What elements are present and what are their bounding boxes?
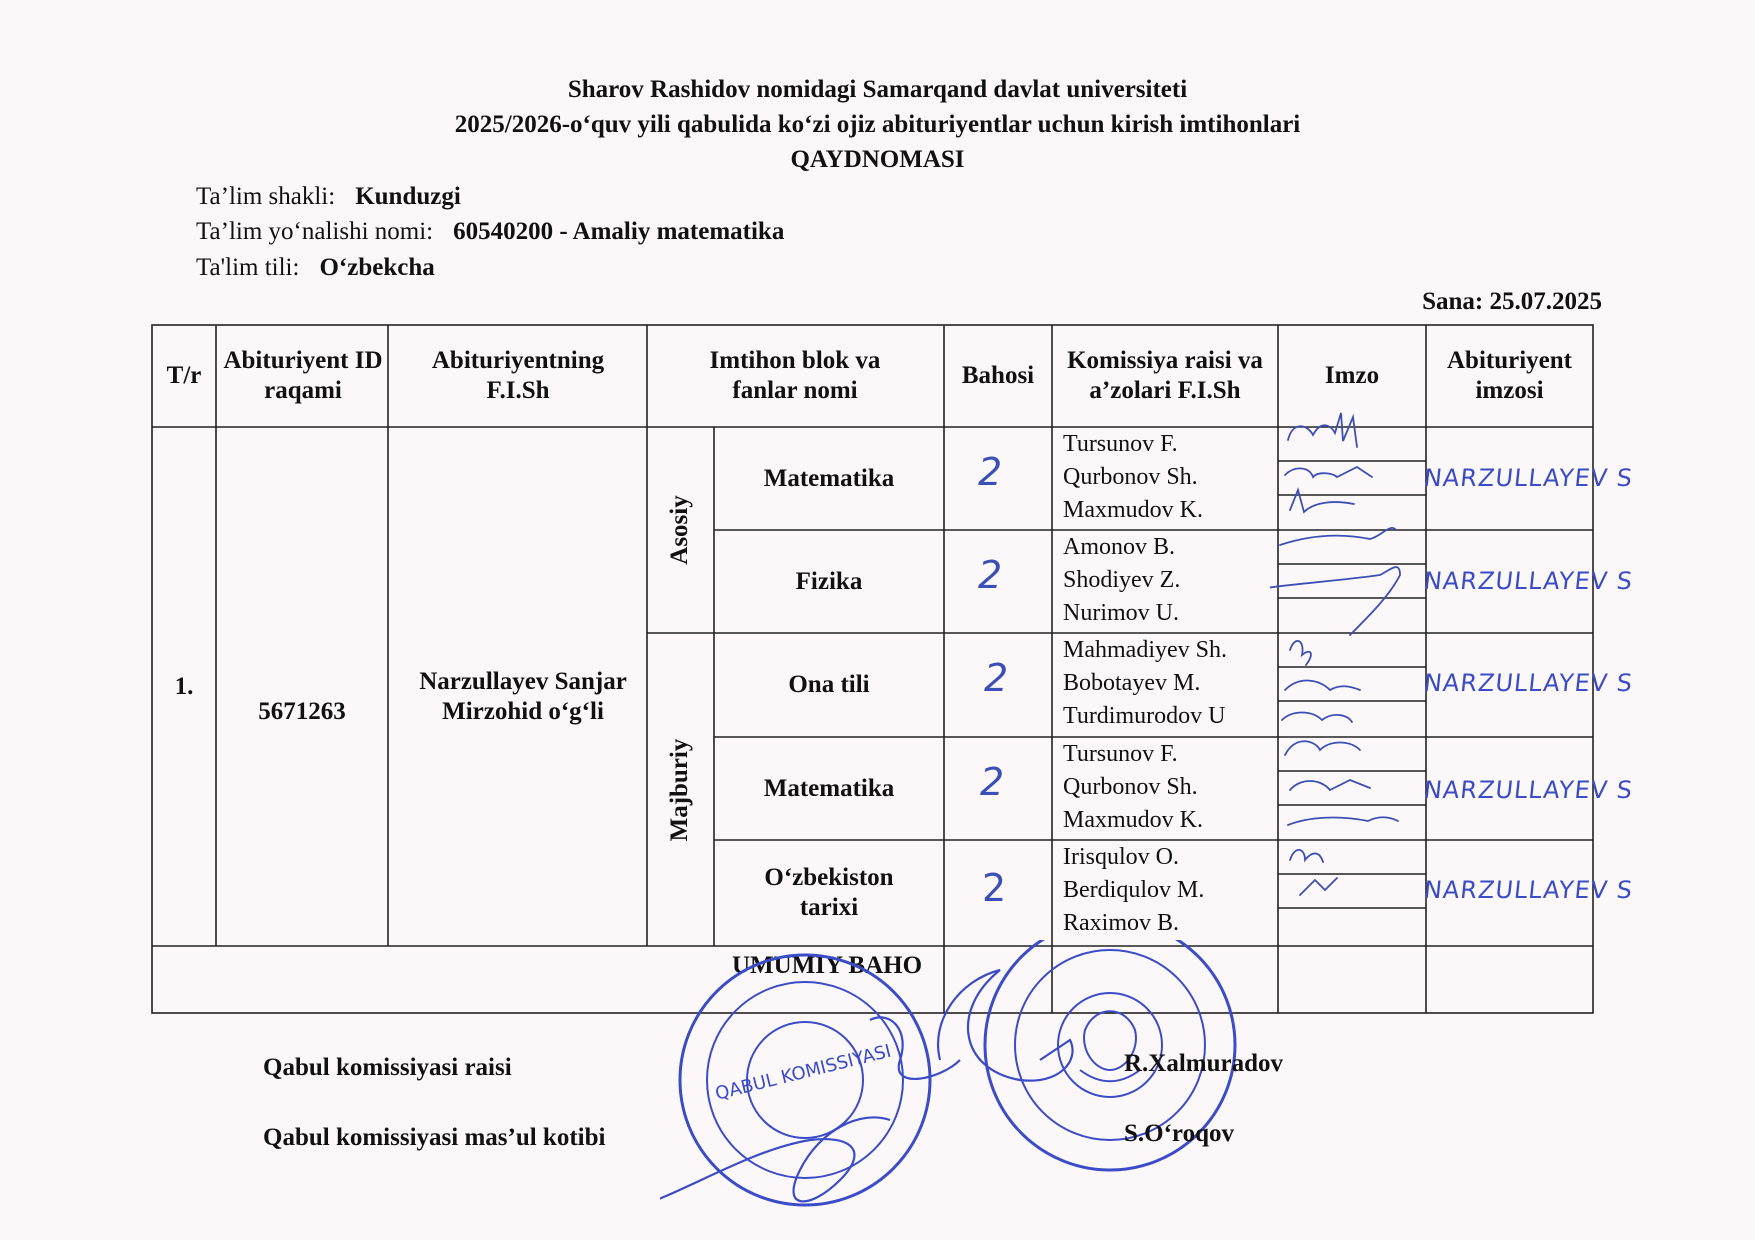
grade-value: 2 bbox=[978, 450, 1003, 494]
commission-member: Maxmudov K. bbox=[1063, 807, 1203, 833]
header-subjects: Imtihon blok va fanlar nomi bbox=[709, 347, 881, 404]
signature-mark bbox=[1280, 528, 1395, 545]
subject-name: O‘zbekiston tarixi bbox=[764, 864, 894, 921]
grade-value: 2 bbox=[978, 553, 1003, 597]
grade-value: 2 bbox=[982, 866, 1007, 910]
header-applicant-signature: Abituriyent imzosi bbox=[1447, 347, 1572, 404]
commission-member: Raximov B. bbox=[1063, 910, 1180, 936]
block-main: Asosiy bbox=[666, 495, 693, 565]
commission-member: Tursunov F. bbox=[1063, 741, 1178, 767]
applicant-id: 5671263 bbox=[258, 697, 346, 725]
commission-member: Qurbonov Sh. bbox=[1063, 464, 1198, 490]
signature-mark bbox=[1290, 490, 1354, 512]
applicant-stamp: NARZULLAYEV S bbox=[1422, 876, 1635, 904]
secretary-label: Qabul komissiyasi mas’ul kotibi bbox=[263, 1124, 606, 1151]
date-label: Sana: bbox=[1422, 288, 1484, 315]
total-grade-label: UMUMIY BAHO bbox=[731, 952, 923, 979]
applicant-stamp: NARZULLAYEV S bbox=[1422, 567, 1635, 595]
signature-mark bbox=[1300, 878, 1337, 895]
language-value: O‘zbekcha bbox=[319, 254, 435, 281]
applicant-name: Narzullayev Sanjar Mirzohid o‘g‘li bbox=[419, 667, 627, 725]
commission-member: Qurbonov Sh. bbox=[1063, 774, 1198, 800]
subject-name: Matematika bbox=[763, 464, 895, 492]
grade-value: 2 bbox=[984, 656, 1009, 700]
signature-mark bbox=[1288, 817, 1398, 825]
commission-member: Bobotayev M. bbox=[1063, 670, 1201, 696]
direction-value: 60540200 - Amaliy matematika bbox=[453, 218, 785, 245]
form-value: Kunduzgi bbox=[355, 183, 461, 210]
document-title: QAYDNOMASI bbox=[790, 146, 965, 173]
signature-mark bbox=[1290, 780, 1370, 790]
signature-mark bbox=[1288, 413, 1357, 447]
commission-member: Shodiyev Z. bbox=[1063, 567, 1181, 593]
header-number: T/r bbox=[166, 362, 202, 389]
commission-list bbox=[1063, 634, 1227, 733]
commission-member: Tursunov F. bbox=[1063, 431, 1178, 457]
header-grade: Bahosi bbox=[961, 362, 1035, 389]
commission-list bbox=[1063, 531, 1180, 630]
row-number: 1. bbox=[174, 672, 194, 700]
commission-member: Mahmadiyev Sh. bbox=[1063, 637, 1227, 663]
commission-list bbox=[1063, 841, 1204, 940]
signature-mark bbox=[1285, 467, 1372, 477]
applicant-stamp: NARZULLAYEV S bbox=[1422, 776, 1635, 804]
signature-mark bbox=[1290, 641, 1311, 665]
language-label: Ta'lim tili: bbox=[196, 254, 300, 281]
subject-name: Ona tili bbox=[788, 671, 870, 698]
official-stamps bbox=[660, 940, 1360, 1240]
form-label: Ta’lim shakli: bbox=[196, 183, 336, 210]
signature-mark bbox=[1285, 741, 1360, 755]
subject-name: Fizika bbox=[795, 567, 863, 595]
applicant-stamp: NARZULLAYEV S bbox=[1422, 669, 1635, 697]
commission-signatures bbox=[1270, 410, 1430, 950]
grade-value: 2 bbox=[980, 760, 1005, 804]
document-subtitle: 2025/2026-o‘quv yili qabulida ko‘zi ojiz abituriyentlar uchun kirish imtihonlari bbox=[454, 111, 1301, 138]
university-name: Sharov Rashidov nomidagi Samarqand davlat universiteti bbox=[567, 76, 1188, 103]
commission-member: Irisqulov O. bbox=[1063, 844, 1179, 870]
date-value: 25.07.2025 bbox=[1489, 288, 1602, 315]
signature-mark bbox=[1290, 850, 1323, 862]
commission-list bbox=[1063, 428, 1203, 527]
signature-mark bbox=[1270, 567, 1400, 635]
chair-name: R.Xalmuradov bbox=[1124, 1050, 1284, 1077]
header-signature: Imzo bbox=[1324, 362, 1380, 389]
commission-member: Nurimov U. bbox=[1063, 600, 1179, 626]
commission-member: Berdiqulov M. bbox=[1063, 877, 1205, 903]
signature-mark bbox=[1285, 681, 1360, 690]
signature-mark bbox=[1282, 713, 1352, 723]
header-applicant-id: Abituriyent ID raqami bbox=[223, 347, 383, 404]
applicant-stamp: NARZULLAYEV S bbox=[1422, 464, 1635, 492]
commission-list bbox=[1063, 738, 1203, 837]
header-commission: Komissiya raisi va a’zolari F.I.Sh bbox=[1067, 347, 1263, 404]
header-applicant-name: Abituriyentning F.I.Sh bbox=[431, 347, 605, 404]
secretary-name: S.O‘roqov bbox=[1124, 1120, 1234, 1147]
subject-name: Matematika bbox=[763, 774, 895, 802]
stamp-center-text: QABUL KOMISSIYASI bbox=[713, 1040, 894, 1105]
commission-member: Maxmudov K. bbox=[1063, 497, 1203, 523]
commission-member: Amonov B. bbox=[1063, 534, 1176, 560]
chair-label: Qabul komissiyasi raisi bbox=[263, 1054, 512, 1081]
direction-label: Ta’lim yo‘nalishi nomi: bbox=[196, 218, 434, 245]
block-mandatory: Majburiy bbox=[666, 738, 693, 842]
commission-member: Turdimurodov U bbox=[1063, 703, 1226, 729]
